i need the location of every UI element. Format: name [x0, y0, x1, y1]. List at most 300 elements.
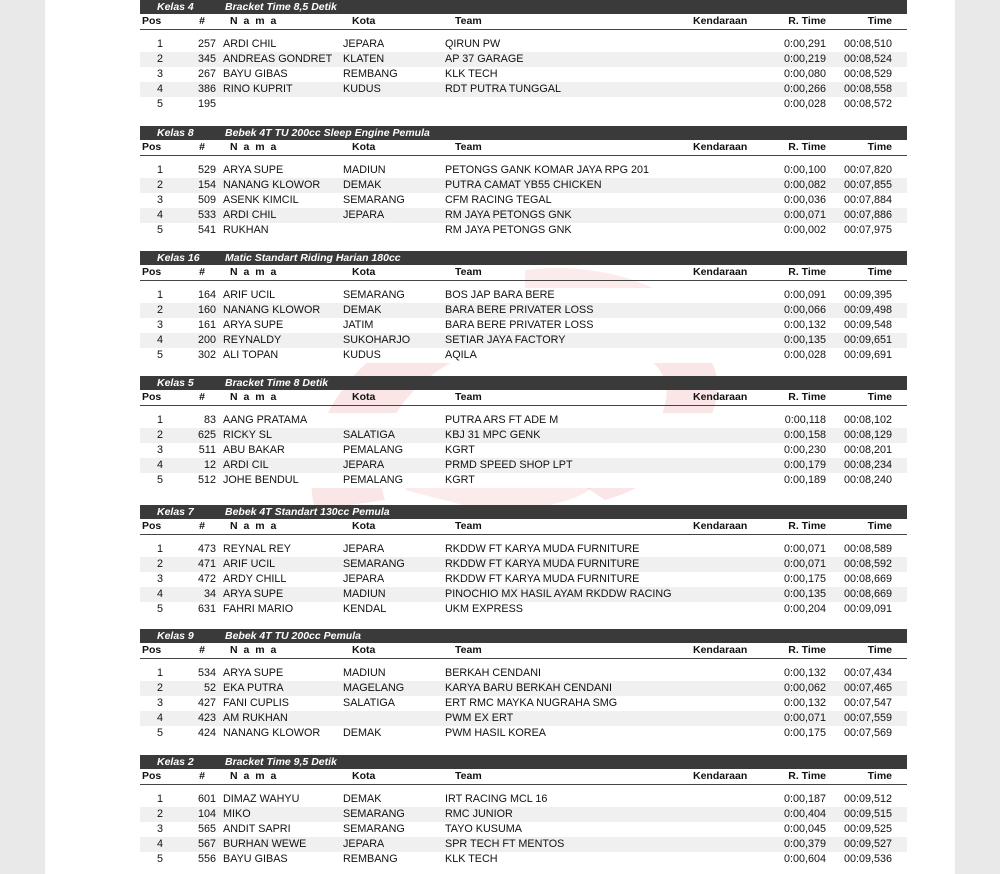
- cell-team: RMC JUNIOR: [445, 808, 513, 820]
- cell-num: 423: [197, 712, 216, 724]
- cell-num: 601: [197, 793, 216, 805]
- table-row: [140, 303, 907, 318]
- class-number: Kelas 7: [157, 506, 194, 518]
- table-row: [140, 711, 907, 726]
- column-header-kendaraan: Kendaraan: [693, 266, 748, 278]
- class-title: Bebek 4T TU 200cc Pemula: [225, 630, 361, 642]
- cell-kota: JEPARA: [343, 573, 385, 585]
- table-row: [140, 696, 907, 711]
- cell-team: AQILA: [445, 349, 477, 361]
- cell-nama: AM RUKHAN: [223, 712, 288, 724]
- column-header-time: Time: [867, 644, 892, 656]
- cell-kota: KUDUS: [343, 83, 381, 95]
- cell-team: BERKAH CENDANI: [445, 667, 541, 679]
- cell-nama: ARYA SUPE: [223, 667, 284, 679]
- class-header: [140, 0, 907, 14]
- cell-nama: ANDIT SAPRI: [223, 823, 291, 835]
- column-header-num: #: [199, 770, 205, 782]
- cell-time: 00:09,512: [843, 793, 892, 805]
- column-header-nama: N a m a: [230, 391, 278, 403]
- cell-nama: BAYU GIBAS: [223, 853, 288, 865]
- column-header-time: Time: [867, 15, 892, 27]
- cell-rtime: 0:00,028: [783, 98, 826, 110]
- column-header-team: Team: [455, 770, 482, 782]
- cell-time: 00:09,536: [843, 853, 892, 865]
- cell-nama: MIKO: [223, 808, 251, 820]
- cell-pos: 2: [156, 429, 163, 441]
- table-row: [140, 208, 907, 223]
- cell-pos: 3: [156, 319, 163, 331]
- cell-kota: PEMALANG: [343, 474, 403, 486]
- cell-num: 512: [197, 474, 216, 486]
- class-title: Bebek 4T Standart 130cc Pemula: [225, 506, 390, 518]
- column-header-rtime: R. Time: [788, 15, 826, 27]
- cell-num: 104: [197, 808, 216, 820]
- table-row: [140, 852, 907, 867]
- cell-rtime: 0:00,175: [783, 727, 826, 739]
- cell-nama: ALI TOPAN: [223, 349, 279, 361]
- column-header-time: Time: [867, 391, 892, 403]
- cell-num: 267: [197, 68, 216, 80]
- cell-pos: 5: [156, 853, 163, 865]
- cell-pos: 5: [156, 349, 163, 361]
- cell-time: 00:07,559: [843, 712, 892, 724]
- column-header-time: Time: [867, 141, 892, 153]
- results-table: [140, 37, 907, 112]
- table-row: [140, 333, 907, 348]
- class-number: Kelas 2: [157, 756, 194, 768]
- cell-num: 471: [197, 558, 216, 570]
- cell-kota: KLATEN: [343, 53, 385, 65]
- cell-num: 302: [197, 349, 216, 361]
- cell-team: RM JAYA PETONGS GNK: [445, 209, 572, 221]
- cell-time: 00:08,669: [843, 588, 892, 600]
- column-header-kendaraan: Kendaraan: [693, 520, 748, 532]
- class-header: [140, 755, 907, 769]
- column-header-nama: N a m a: [230, 266, 278, 278]
- cell-time: 00:08,669: [843, 573, 892, 585]
- table-row: [140, 163, 907, 178]
- column-headers: [140, 265, 907, 281]
- table-row: [140, 413, 907, 428]
- cell-pos: 4: [156, 712, 163, 724]
- cell-team: KGRT: [445, 444, 475, 456]
- cell-team: TAYO KUSUMA: [445, 823, 522, 835]
- cell-nama: BURHAN WEWE: [223, 838, 307, 850]
- cell-rtime: 0:00,080: [783, 68, 826, 80]
- cell-nama: REYNALDY: [223, 334, 282, 346]
- cell-pos: 1: [156, 38, 163, 50]
- cell-time: 00:07,434: [843, 667, 892, 679]
- column-headers: [140, 643, 907, 659]
- cell-rtime: 0:00,604: [783, 853, 826, 865]
- column-header-pos: Pos: [142, 141, 162, 153]
- cell-nama: NANANG KLOWOR: [223, 304, 321, 316]
- cell-nama: ARYA SUPE: [223, 164, 284, 176]
- cell-pos: 3: [156, 68, 163, 80]
- table-row: [140, 666, 907, 681]
- cell-team: PETONGS GANK KOMAR JAYA RPG 201: [445, 164, 650, 176]
- table-row: [140, 288, 907, 303]
- cell-time: 00:08,102: [843, 414, 892, 426]
- cell-nama: BAYU GIBAS: [223, 68, 288, 80]
- cell-nama: RICKY SL: [223, 429, 273, 441]
- cell-team: PRMD SPEED SHOP LPT: [445, 459, 573, 471]
- cell-kota: JEPARA: [343, 459, 385, 471]
- cell-time: 00:09,091: [843, 603, 892, 615]
- cell-kota: SALATIGA: [343, 429, 396, 441]
- cell-rtime: 0:00,132: [783, 667, 826, 679]
- cell-time: 00:08,234: [843, 459, 892, 471]
- column-header-num: #: [199, 391, 205, 403]
- cell-num: 541: [197, 224, 216, 236]
- cell-num: 511: [198, 444, 216, 456]
- cell-team: PINOCHIO MX HASIL AYAM RKDDW RACING: [445, 588, 672, 600]
- column-header-team: Team: [455, 266, 482, 278]
- column-header-rtime: R. Time: [788, 141, 826, 153]
- cell-time: 00:09,515: [843, 808, 892, 820]
- cell-rtime: 0:00,082: [783, 179, 826, 191]
- cell-rtime: 0:00,135: [783, 588, 826, 600]
- column-header-pos: Pos: [142, 770, 162, 782]
- class-header: [140, 126, 907, 140]
- cell-team: BOS JAP BARA BERE: [445, 289, 555, 301]
- cell-rtime: 0:00,230: [783, 444, 826, 456]
- cell-time: 00:09,527: [843, 838, 892, 850]
- cell-team: BARA BERE PRIVATER LOSS: [445, 304, 594, 316]
- cell-num: 83: [203, 414, 216, 426]
- cell-pos: 3: [156, 444, 163, 456]
- cell-team: KLK TECH: [445, 853, 498, 865]
- cell-team: KBJ 31 MPC GENK: [445, 429, 541, 441]
- cell-kota: MADIUN: [343, 588, 386, 600]
- column-header-kota: Kota: [352, 15, 376, 27]
- cell-time: 00:08,529: [843, 68, 892, 80]
- cell-team: PWM EX ERT: [445, 712, 514, 724]
- cell-pos: 1: [156, 793, 163, 805]
- column-header-nama: N a m a: [230, 770, 278, 782]
- cell-rtime: 0:00,036: [783, 194, 826, 206]
- cell-kota: PEMALANG: [343, 444, 403, 456]
- column-header-team: Team: [455, 15, 482, 27]
- column-header-time: Time: [867, 770, 892, 782]
- cell-pos: 1: [156, 289, 163, 301]
- cell-nama: EKA PUTRA: [223, 682, 284, 694]
- cell-team: KLK TECH: [445, 68, 498, 80]
- column-header-kendaraan: Kendaraan: [693, 391, 748, 403]
- column-header-num: #: [199, 15, 205, 27]
- cell-nama: ARDY CHILL: [223, 573, 287, 585]
- cell-time: 00:07,547: [843, 697, 892, 709]
- cell-team: KGRT: [445, 474, 475, 486]
- column-header-rtime: R. Time: [788, 644, 826, 656]
- cell-kota: SEMARANG: [343, 289, 405, 301]
- column-headers: [140, 769, 907, 785]
- column-header-kendaraan: Kendaraan: [693, 141, 748, 153]
- cell-kota: SEMARANG: [343, 558, 405, 570]
- table-row: [140, 458, 907, 473]
- cell-pos: 5: [156, 224, 163, 236]
- cell-nama: ABU BAKAR: [223, 444, 285, 456]
- class-header: [140, 376, 907, 390]
- cell-num: 200: [197, 334, 216, 346]
- cell-time: 00:09,691: [843, 349, 892, 361]
- cell-time: 00:07,820: [843, 164, 892, 176]
- cell-team: AP 37 GARAGE: [445, 53, 524, 65]
- column-header-pos: Pos: [142, 391, 162, 403]
- class-title: Bebek 4T TU 200cc Sleep Engine Pemula: [225, 127, 430, 139]
- class-number: Kelas 16: [157, 252, 200, 264]
- cell-nama: JOHE BENDUL: [223, 474, 299, 486]
- cell-kota: JEPARA: [343, 838, 385, 850]
- column-header-kota: Kota: [352, 141, 376, 153]
- cell-nama: ARYA SUPE: [223, 319, 284, 331]
- cell-pos: 4: [156, 83, 163, 95]
- class-header: [140, 505, 907, 519]
- cell-rtime: 0:00,100: [783, 164, 826, 176]
- cell-time: 00:07,855: [843, 179, 892, 191]
- cell-kota: SALATIGA: [343, 697, 396, 709]
- cell-team: PUTRA CAMAT YB55 CHICKEN: [445, 179, 602, 191]
- cell-rtime: 0:00,404: [783, 808, 826, 820]
- cell-nama: RINO KUPRIT: [223, 83, 293, 95]
- table-row: [140, 792, 907, 807]
- cell-pos: 4: [156, 459, 163, 471]
- results-table: [140, 666, 907, 741]
- column-headers: [140, 519, 907, 535]
- column-header-kota: Kota: [352, 770, 376, 782]
- column-header-nama: N a m a: [230, 520, 278, 532]
- cell-num: 565: [197, 823, 216, 835]
- cell-rtime: 0:00,028: [783, 349, 826, 361]
- cell-num: 556: [197, 853, 216, 865]
- cell-pos: 4: [156, 334, 163, 346]
- class-section: [140, 0, 907, 112]
- cell-pos: 2: [156, 304, 163, 316]
- column-header-nama: N a m a: [230, 141, 278, 153]
- cell-num: 160: [197, 304, 216, 316]
- cell-nama: DIMAZ WAHYU: [223, 793, 300, 805]
- class-section: [140, 505, 907, 617]
- cell-pos: 1: [156, 164, 163, 176]
- column-header-rtime: R. Time: [788, 391, 826, 403]
- column-header-num: #: [199, 520, 205, 532]
- cell-team: KARYA BARU BERKAH CENDANI: [445, 682, 612, 694]
- class-section: [140, 376, 907, 488]
- class-number: Kelas 5: [157, 377, 194, 389]
- cell-time: 00:07,884: [843, 194, 892, 206]
- column-header-team: Team: [455, 644, 482, 656]
- cell-time: 00:08,510: [843, 38, 892, 50]
- cell-kota: JEPARA: [343, 38, 385, 50]
- cell-num: 52: [203, 682, 216, 694]
- column-header-rtime: R. Time: [788, 520, 826, 532]
- column-header-nama: N a m a: [230, 644, 278, 656]
- cell-rtime: 0:00,132: [783, 697, 826, 709]
- cell-num: 472: [197, 573, 216, 585]
- cell-rtime: 0:00,091: [783, 289, 826, 301]
- cell-kota: DEMAK: [343, 727, 382, 739]
- column-header-rtime: R. Time: [788, 266, 826, 278]
- column-header-pos: Pos: [142, 15, 162, 27]
- cell-team: RDT PUTRA TUNGGAL: [445, 83, 561, 95]
- cell-time: 00:08,558: [843, 83, 892, 95]
- column-headers: [140, 390, 907, 406]
- cell-nama: ASENK KIMCIL: [223, 194, 299, 206]
- column-header-pos: Pos: [142, 266, 162, 278]
- cell-nama: ARIF UCIL: [223, 289, 276, 301]
- column-header-kendaraan: Kendaraan: [693, 644, 748, 656]
- cell-kota: MAGELANG: [343, 682, 405, 694]
- cell-kota: KUDUS: [343, 349, 381, 361]
- cell-num: 631: [197, 603, 216, 615]
- class-title: Bracket Time 9,5 Detik: [225, 756, 337, 768]
- cell-kota: JATIM: [343, 319, 374, 331]
- cell-rtime: 0:00,118: [784, 414, 826, 426]
- column-header-team: Team: [455, 391, 482, 403]
- table-row: [140, 67, 907, 82]
- cell-time: 00:09,651: [843, 334, 892, 346]
- cell-pos: 4: [156, 588, 163, 600]
- cell-rtime: 0:00,158: [783, 429, 826, 441]
- results-table: [140, 288, 907, 363]
- cell-kota: KENDAL: [343, 603, 387, 615]
- cell-rtime: 0:00,135: [783, 334, 826, 346]
- cell-num: 386: [197, 83, 216, 95]
- cell-kota: REMBANG: [343, 68, 398, 80]
- column-header-nama: N a m a: [230, 15, 278, 27]
- class-title: Bracket Time 8,5 Detik: [225, 1, 337, 13]
- cell-num: 257: [197, 38, 216, 50]
- cell-team: RKDDW FT KARYA MUDA FURNITURE: [445, 543, 640, 555]
- cell-kota: SUKOHARJO: [343, 334, 411, 346]
- cell-nama: ARYA SUPE: [223, 588, 284, 600]
- cell-rtime: 0:00,132: [783, 319, 826, 331]
- results-table: [140, 163, 907, 238]
- cell-nama: ARDI CIL: [223, 459, 269, 471]
- column-header-kendaraan: Kendaraan: [693, 770, 748, 782]
- column-header-time: Time: [867, 520, 892, 532]
- class-section: [140, 755, 907, 867]
- column-header-time: Time: [867, 266, 892, 278]
- cell-time: 00:09,498: [843, 304, 892, 316]
- cell-time: 00:08,129: [843, 429, 892, 441]
- cell-rtime: 0:00,175: [783, 573, 826, 585]
- table-row: [140, 428, 907, 443]
- results-table: [140, 413, 907, 488]
- column-header-kota: Kota: [352, 266, 376, 278]
- cell-time: 00:09,395: [843, 289, 892, 301]
- cell-team: PWM HASIL KOREA: [445, 727, 546, 739]
- cell-rtime: 0:00,071: [783, 712, 826, 724]
- cell-pos: 3: [156, 697, 163, 709]
- cell-rtime: 0:00,219: [783, 53, 826, 65]
- cell-kota: MADIUN: [343, 164, 386, 176]
- cell-time: 00:09,525: [843, 823, 892, 835]
- table-row: [140, 807, 907, 822]
- cell-pos: 2: [156, 808, 163, 820]
- column-header-team: Team: [455, 141, 482, 153]
- cell-time: 00:08,589: [843, 543, 892, 555]
- cell-rtime: 0:00,187: [783, 793, 826, 805]
- cell-time: 00:08,524: [843, 53, 892, 65]
- cell-kota: SEMARANG: [343, 808, 405, 820]
- cell-time: 00:07,975: [843, 224, 892, 236]
- results-table: [140, 542, 907, 617]
- table-row: [140, 443, 907, 458]
- cell-nama: REYNAL REY: [223, 543, 292, 555]
- cell-rtime: 0:00,189: [783, 474, 826, 486]
- cell-num: 164: [197, 289, 216, 301]
- cell-rtime: 0:00,204: [783, 603, 826, 615]
- cell-pos: 2: [156, 558, 163, 570]
- cell-nama: RUKHAN: [223, 224, 269, 236]
- class-header: [140, 629, 907, 643]
- cell-kota: JEPARA: [343, 209, 385, 221]
- cell-kota: JEPARA: [343, 543, 385, 555]
- class-header: [140, 251, 907, 265]
- table-row: [140, 726, 907, 741]
- cell-num: 34: [203, 588, 216, 600]
- column-header-num: #: [199, 141, 205, 153]
- table-row: [140, 822, 907, 837]
- cell-rtime: 0:00,066: [783, 304, 826, 316]
- cell-team: SETIAR JAYA FACTORY: [445, 334, 566, 346]
- table-row: [140, 587, 907, 602]
- cell-num: 529: [197, 164, 216, 176]
- cell-kota: DEMAK: [343, 179, 382, 191]
- table-row: [140, 473, 907, 488]
- column-header-rtime: R. Time: [788, 770, 826, 782]
- cell-kota: SEMARANG: [343, 194, 405, 206]
- class-section: [140, 126, 907, 238]
- cell-pos: 5: [156, 98, 163, 110]
- table-row: [140, 37, 907, 52]
- table-row: [140, 178, 907, 193]
- cell-num: 12: [203, 459, 216, 471]
- cell-time: 00:09,548: [843, 319, 892, 331]
- cell-rtime: 0:00,071: [783, 543, 826, 555]
- cell-rtime: 0:00,379: [783, 838, 826, 850]
- class-section: [140, 629, 907, 741]
- cell-pos: 2: [156, 53, 163, 65]
- cell-pos: 1: [156, 667, 163, 679]
- cell-num: 625: [197, 429, 216, 441]
- cell-nama: NANANG KLOWOR: [223, 179, 321, 191]
- cell-nama: ARDI CHIL: [223, 38, 277, 50]
- class-number: Kelas 8: [157, 127, 194, 139]
- cell-num: 427: [197, 697, 216, 709]
- cell-num: 509: [197, 194, 216, 206]
- column-header-pos: Pos: [142, 644, 162, 656]
- cell-time: 00:07,569: [843, 727, 892, 739]
- cell-kota: DEMAK: [343, 793, 382, 805]
- column-header-team: Team: [455, 520, 482, 532]
- cell-kota: REMBANG: [343, 853, 398, 865]
- cell-time: 00:08,240: [843, 474, 892, 486]
- column-header-num: #: [199, 644, 205, 656]
- table-row: [140, 82, 907, 97]
- cell-rtime: 0:00,179: [783, 459, 826, 471]
- cell-nama: FAHRI MARIO: [223, 603, 294, 615]
- table-row: [140, 318, 907, 333]
- table-row: [140, 602, 907, 617]
- cell-nama: AANG PRATAMA: [223, 414, 308, 426]
- cell-nama: NANANG KLOWOR: [223, 727, 321, 739]
- table-row: [140, 223, 907, 238]
- table-row: [140, 97, 907, 112]
- cell-team: RKDDW FT KARYA MUDA FURNITURE: [445, 558, 640, 570]
